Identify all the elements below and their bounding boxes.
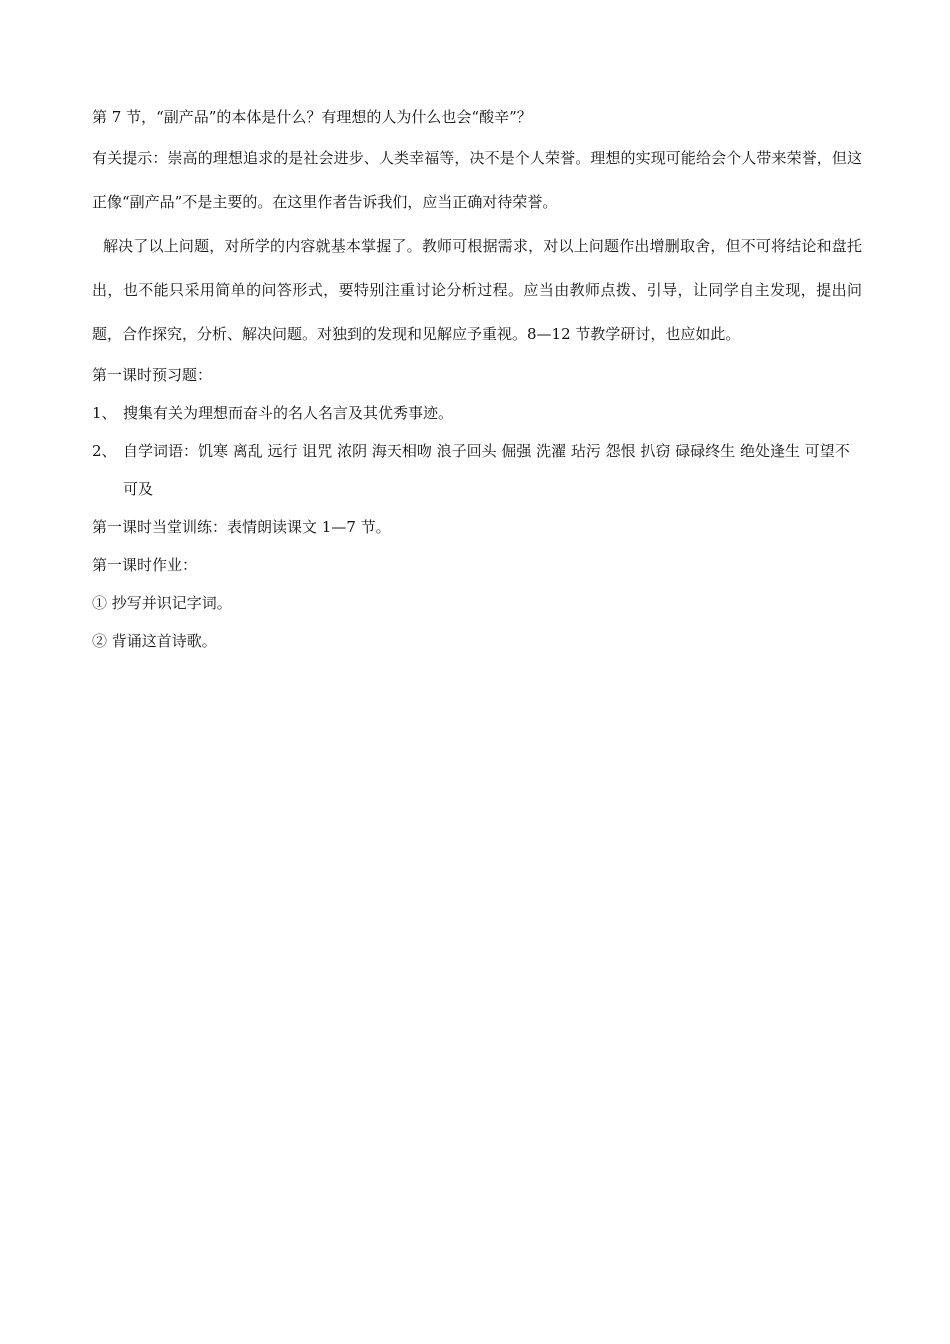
preview-heading: 第一课时预习题：	[92, 366, 213, 384]
document-body	[92, 98, 862, 660]
preview-item-2	[92, 432, 862, 508]
homework-item-2: ② 背诵这首诗歌。	[92, 632, 217, 650]
hint-paragraph: 有关提示：崇高的理想追求的是社会进步、人类幸福等，决不是个人荣誉。理想的实现可能给会个人带来荣誉，但这正像“副产品”不是主要的。在这里作者告诉我们，应当正确对待荣誉。	[92, 149, 862, 211]
preview-item-1-text: 搜集有关为理想而奋斗的名人名言及其优秀事迹。	[123, 404, 454, 422]
question-7-line: 第 7 节，“副产品”的本体是什么？有理想的人为什么也会“酸辛”？	[92, 108, 532, 126]
preview-item-2-text: 自学词语：饥寒 离乱 远行 诅咒 浓阴 海天相吻 浪子回头 倔强 洗濯 玷污 怨恨 扒窃 碌碌终生 绝处逢生 可望不可及	[123, 442, 850, 498]
discussion-paragraph: 解决了以上问题，对所学的内容就基本掌握了。教师可根据需求，对以上问题作出增删取舍，但不可将结论和盘托出，也不能只采用简单的问答形式，要特别注重讨论分析过程。应当由教师点拨、引导，让同学自主发现，提出问题，合作探究，分析、解决问题。对独到的发现和见解应予重视。8—12 节教学研讨，也应如此。	[92, 237, 862, 343]
preview-item-1-number: 1、	[92, 404, 117, 422]
preview-item-2-number: 2、	[92, 442, 117, 460]
homework-heading: 第一课时作业：	[92, 556, 198, 574]
classwork-line: 第一课时当堂训练：表情朗读课文 1—7 节。	[92, 518, 391, 536]
homework-item-1: ① 抄写并识记字词。	[92, 594, 232, 612]
preview-item-1	[92, 394, 862, 432]
